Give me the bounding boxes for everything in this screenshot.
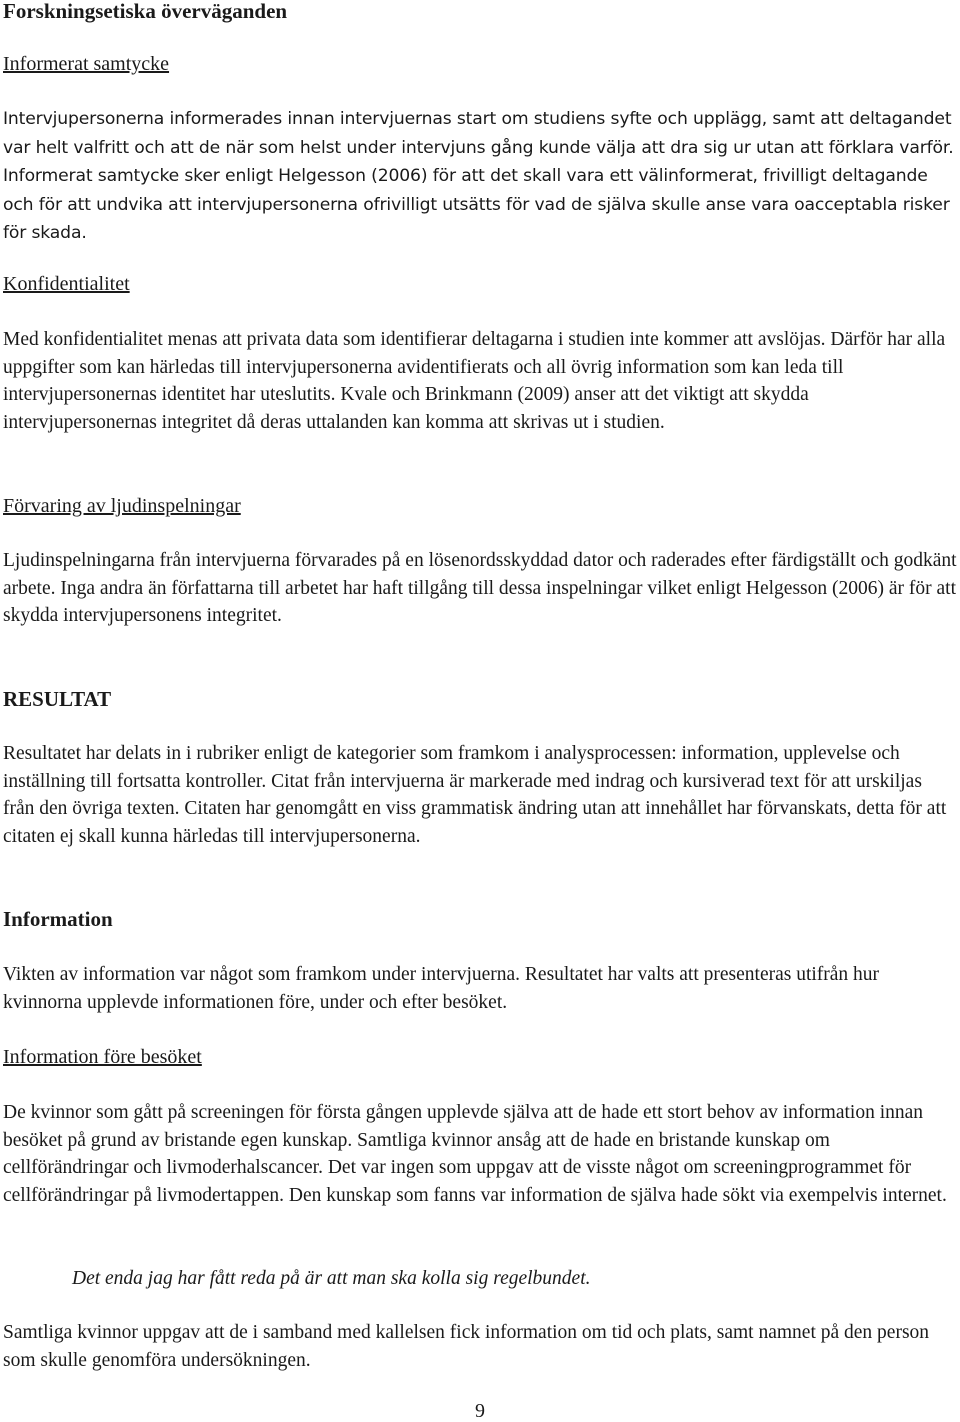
heading-results: RESULTAT: [3, 687, 112, 711]
paragraph-results: Resultatet har delats in i rubriker enligt de kategorier som framkom i analysprocessen: information, upplevelse och inställning till fortsatta kontroller. Citat från intervjuerna är markerade med indrag och kursiverad text för att urskiljas från den övriga texten. Citaten har genomgått en viss grammatisk ändring utan att innehållet har förvanskats, detta för att citaten ej skall kunna härledas till intervjupersonerna.: [3, 743, 947, 847]
paragraph-information: Vikten av information var något som framkom under intervjuerna. Resultatet har valts att presenteras utifrån hur kvinnorna upplevde informationen före, under och efter besöket.: [3, 964, 880, 1013]
subheading-recordings: Förvaring av ljudinspelningar: [3, 495, 241, 517]
paragraph-after-quote: Samtliga kvinnor uppgav att de i samband med kallelsen fick information om tid och plats, samt namnet på den person som skulle genomföra undersökningen.: [3, 1322, 930, 1371]
page-number: 9: [475, 1400, 485, 1422]
paragraph-informed-consent: [3, 105, 958, 248]
interview-quote: Det enda jag har fått reda på är att man ska kolla sig regelbundet.: [72, 1268, 591, 1289]
paragraph-recordings: Ljudinspelningarna från intervjuerna förvarades på en lösenordsskyddad dator och raderades efter färdigställt och godkänt arbete. Inga andra än författarna till arbetet har haft tillgång till dessa inspelningar vilket enligt Helgesson (2006) är för att skydda intervjupersonens integritet.: [3, 550, 957, 626]
paragraph-informed-consent-part1: Intervjupersonerna informerades innan intervjuernas start om studiens syfte och upplägg, samt att deltagandet var helt valfritt och att de när som helst under intervjuns gång kunde välja att dra sig ur utan att förklara varför.: [3, 109, 954, 158]
paragraph-informed-consent-part2: Informerat samtycke sker enligt Helgesson (2006) för att det skall vara ett välinformerat, frivilligt deltagande och för att undvika att intervjupersonerna ofrivilligt utsätts för vad de själva skulle anse vara oacceptabla risker för skada.: [3, 166, 950, 243]
subheading-confidentiality: Konfidentialitet: [3, 273, 130, 295]
subheading-informed-consent: Informerat samtycke: [3, 53, 170, 75]
section-heading-research-ethics: Forskningsetiska överväganden: [3, 0, 288, 23]
paragraph-info-before-visit: De kvinnor som gått på screeningen för första gången upplevde själva att de hade ett stort behov av information innan besöket på grund av bristande egen kunskap. Samtliga kvinnor ansåg att de hade en bristande kunskap om cellförändringar och livmoderhalscancer. Det var ingen som uppgav att de visste något om screeningprogrammet för cellförändringar på livmodertappen. Den kunskap som fanns var information de själva hade sökt via exempelvis internet.: [3, 1102, 947, 1206]
subheading-info-before-visit: Information före besöket: [3, 1046, 202, 1068]
heading-information: Information: [3, 907, 113, 931]
paragraph-confidentiality: Med konfidentialitet menas att privata data som identifierar deltagarna i studien inte kommer att avslöjas. Därför har alla uppgifter som kan härledas till intervjupersonerna avidentifierats och all övrig information som kan leda till intervjupersonernas identitet har uteslutits. Kvale och Brinkmann (2009) anser att det viktigt att skydda intervjupersonernas integritet då deras uttalanden kan komma att skrivas ut i studien.: [3, 329, 946, 433]
